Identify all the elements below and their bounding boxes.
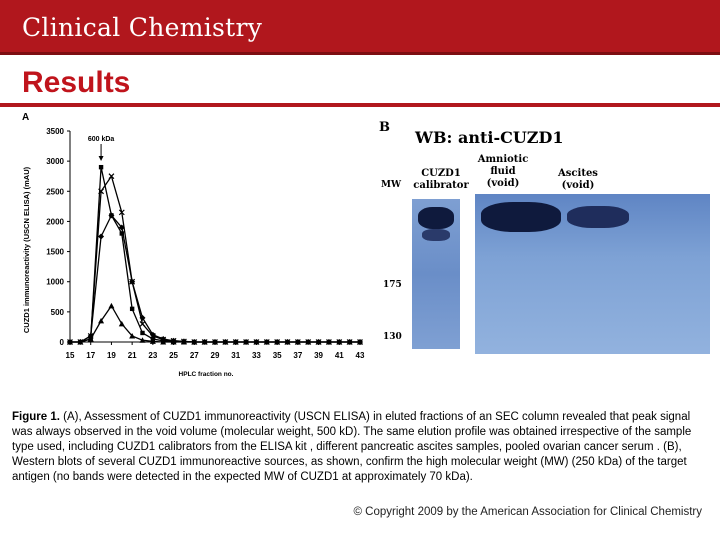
blot-band [567, 206, 629, 228]
western-blot-title: WB: anti-CUZD1 [415, 128, 564, 147]
x-axis-label: HPLC fraction no. [178, 371, 234, 378]
mw-marker-175: 175 [383, 280, 402, 290]
blot-membrane-samples [475, 194, 710, 354]
x-tick-label: 29 [210, 351, 220, 360]
lane-label-amniotic: Amniotic fluid (void) [477, 154, 529, 189]
lane-label-ascites: Ascites (void) [558, 168, 598, 191]
series-triangle [67, 303, 363, 345]
chart-series [67, 165, 363, 345]
mw-marker-130: 130 [383, 332, 402, 342]
annotation-label: 600 kDa [87, 136, 115, 143]
x-tick-label: 41 [334, 351, 344, 360]
elution-chart [20, 108, 365, 390]
y-tick-labels [46, 127, 64, 347]
journal-header [0, 0, 720, 55]
figure-caption-label: Figure 1. [12, 411, 60, 423]
blot-membrane-calibrator [412, 199, 460, 349]
copyright-notice: © Copyright 2009 by the American Association for Clinical Chemistry [353, 506, 702, 518]
x-tick-label: 25 [169, 351, 179, 360]
y-tick-label: 1500 [46, 247, 64, 257]
series-diamond [67, 212, 363, 345]
series-line [70, 176, 360, 342]
x-tick-label: 19 [106, 351, 116, 360]
figure-panel-a [20, 108, 365, 390]
figure-panel-b [375, 112, 710, 352]
series-x [68, 174, 363, 345]
series-line [70, 167, 360, 342]
chart-axes [67, 131, 360, 345]
y-tick-label: 2500 [46, 187, 64, 197]
data-point [119, 321, 125, 327]
chart-annotations [88, 136, 115, 161]
y-tick-label: 0 [59, 338, 64, 347]
blot-band [422, 229, 450, 241]
journal-title: Clinical Chemistry [22, 13, 263, 42]
y-tick-label: 1000 [46, 277, 64, 287]
x-tick-label: 37 [293, 351, 303, 360]
x-tick-label: 43 [355, 351, 365, 360]
x-tick-label: 35 [272, 351, 282, 360]
figure-caption [12, 410, 708, 485]
figure-caption-text: (A), Assessment of CUZD1 immunoreactivity (USCN ELISA) in eluted fractions of an SEC column revealed that peak signal was always observed in the void volume (molecular weight, 500 kD). The same elution profile was obtained irrespective of the sample type used, including CUZD1 calibrators from the ELISA kit , different pancreatic ascites samples, pooled ovarian cancer serum . (B), Western blots of several CUZD1 immunoreactive sources, as shown, confirm the high molecular weight (MW) (250 kDa) of the target antigen (no bands were detected in the expected MW of CUZD1 at approximately 70 kDa). [12, 411, 692, 483]
x-tick-label: 23 [148, 351, 158, 360]
panel-a-letter: A [22, 112, 30, 123]
slide-title: Results [22, 66, 131, 99]
series-square [68, 165, 362, 344]
data-point [140, 331, 144, 335]
x-tick-label: 39 [314, 351, 324, 360]
mw-header: MW [381, 180, 402, 190]
y-axis-label: CUZD1 immunoreactivity (USCN ELISA) (mAU) [22, 166, 31, 334]
x-tick-label: 33 [251, 351, 261, 360]
data-point [108, 303, 114, 309]
data-point [98, 234, 104, 240]
x-tick-labels [66, 351, 365, 360]
series-line [70, 306, 360, 342]
data-point [130, 307, 134, 311]
x-tick-label: 27 [189, 351, 199, 360]
y-tick-label: 2000 [46, 217, 64, 227]
x-tick-label: 15 [65, 351, 75, 360]
lane-label-calibrator: CUZD1 calibrator [413, 168, 469, 191]
panel-b-letter: B [379, 120, 390, 135]
y-tick-label: 3500 [46, 127, 64, 136]
y-tick-label: 500 [50, 307, 64, 317]
series-line [70, 215, 360, 342]
data-point [99, 165, 103, 169]
blot-band [418, 207, 454, 229]
x-tick-label: 21 [127, 351, 137, 360]
blot-band [481, 202, 561, 232]
y-tick-label: 3000 [46, 157, 64, 167]
title-divider [0, 103, 720, 107]
annotation-arrowhead [99, 156, 104, 161]
x-tick-label: 17 [86, 351, 96, 360]
x-tick-label: 31 [231, 351, 241, 360]
